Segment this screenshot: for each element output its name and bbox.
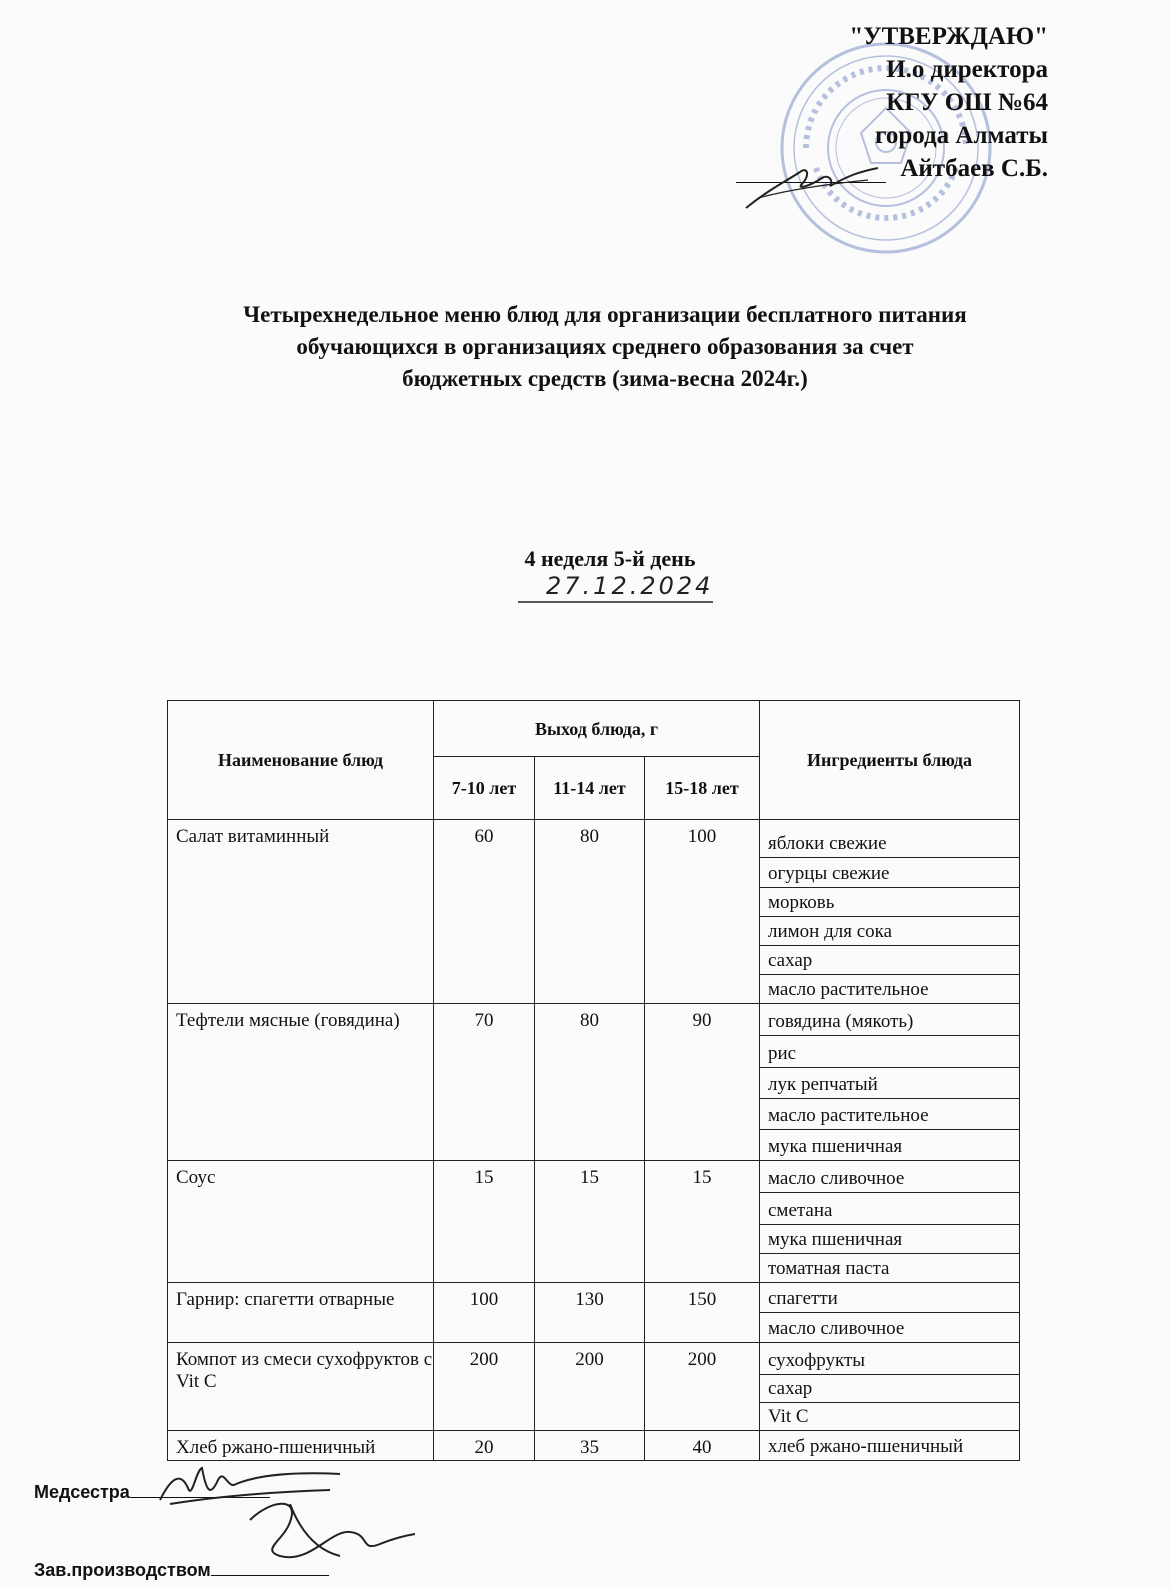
yield-age-15-18: 200: [645, 1343, 760, 1431]
ingredient: мука пшеничная: [760, 1130, 1020, 1161]
production-head-label: Зав.производством: [34, 1560, 211, 1580]
header-age-15-18: 15-18 лет: [645, 757, 760, 820]
yield-age-11-14: 35: [535, 1431, 645, 1461]
ingredient: масло сливочное: [760, 1161, 1020, 1193]
yield-age-15-18: 100: [645, 820, 760, 1004]
nurse-label: Медсестра: [34, 1482, 130, 1502]
title-line-3: бюджетных средств (зима-весна 2024г.): [402, 366, 808, 391]
menu-table: [167, 700, 1020, 1461]
ingredient: томатная паста: [760, 1254, 1020, 1283]
approval-position: И.о директора: [886, 56, 1048, 83]
ingredient: лук репчатый: [760, 1068, 1020, 1099]
yield-age-15-18: 150: [645, 1283, 760, 1343]
ingredient: хлеб ржано-пшеничный: [760, 1431, 1020, 1461]
ingredient: лимон для сока: [760, 917, 1020, 946]
ingredient: спагетти: [760, 1283, 1020, 1313]
dish-name: Тефтели мясные (говядина): [168, 1004, 434, 1161]
approval-director-name: Айтбаев С.Б.: [900, 155, 1048, 182]
ingredient: рис: [760, 1036, 1020, 1068]
week-day-label: 4 неделя 5-й день: [524, 546, 696, 571]
dish-name: Компот из смеси сухофруктов с Vit C: [168, 1343, 434, 1431]
yield-age-11-14: 80: [535, 1004, 645, 1161]
yield-age-15-18: 40: [645, 1431, 760, 1461]
approval-city: города Алматы: [875, 122, 1048, 149]
approval-heading: "УТВЕРЖДАЮ": [849, 23, 1048, 50]
menu-table-body: [168, 820, 1020, 1461]
document-title: [140, 299, 1070, 395]
dish-name: Хлеб ржано-пшеничный: [168, 1431, 434, 1461]
header-ingredients: Ингредиенты блюда: [760, 701, 1020, 820]
yield-age-15-18: 15: [645, 1161, 760, 1283]
ingredient: сахар: [760, 1375, 1020, 1403]
ingredient: сахар: [760, 946, 1020, 975]
yield-age-15-18: 90: [645, 1004, 760, 1161]
dish-name: Соус: [168, 1161, 434, 1283]
yield-age-11-14: 80: [535, 820, 645, 1004]
ingredient: Vit C: [760, 1403, 1020, 1431]
yield-age-7-10: 60: [434, 820, 535, 1004]
dish-name: Салат витаминный: [168, 820, 434, 1004]
header-age-11-14: 11-14 лет: [535, 757, 645, 820]
yield-age-7-10: 100: [434, 1283, 535, 1343]
director-signature: [738, 150, 888, 220]
ingredient: морковь: [760, 888, 1020, 917]
yield-age-11-14: 130: [535, 1283, 645, 1343]
ingredient: говядина (мякоть): [760, 1004, 1020, 1036]
approval-organization: КГУ ОШ №64: [886, 89, 1048, 116]
yield-age-7-10: 15: [434, 1161, 535, 1283]
dish-name: Гарнир: спагетти отварные: [168, 1283, 434, 1343]
handwritten-date-text: 27.12.2024: [546, 572, 714, 600]
handwritten-date: [518, 572, 718, 608]
yield-age-11-14: 15: [535, 1161, 645, 1283]
ingredient: огурцы свежие: [760, 858, 1020, 888]
ingredient: мука пшеничная: [760, 1225, 1020, 1254]
header-yield: Выход блюда, г: [434, 701, 760, 757]
ingredient: масло сливочное: [760, 1313, 1020, 1343]
yield-age-7-10: 200: [434, 1343, 535, 1431]
ingredient: яблоки свежие: [760, 820, 1020, 858]
ingredient: масло растительное: [760, 1099, 1020, 1130]
ingredient: масло растительное: [760, 975, 1020, 1004]
ingredient: сметана: [760, 1193, 1020, 1225]
ingredient: сухофрукты: [760, 1343, 1020, 1375]
yield-age-11-14: 200: [535, 1343, 645, 1431]
handwritten-signatures: [140, 1460, 420, 1585]
header-dish-name: Наименование блюд: [168, 701, 434, 820]
title-line-1: Четырехнедельное меню блюд для организации бесплатного питания: [243, 302, 967, 327]
yield-age-7-10: 20: [434, 1431, 535, 1461]
header-age-7-10: 7-10 лет: [434, 757, 535, 820]
title-line-2: обучающихся в организациях среднего образования за счет: [296, 334, 914, 359]
yield-age-7-10: 70: [434, 1004, 535, 1161]
